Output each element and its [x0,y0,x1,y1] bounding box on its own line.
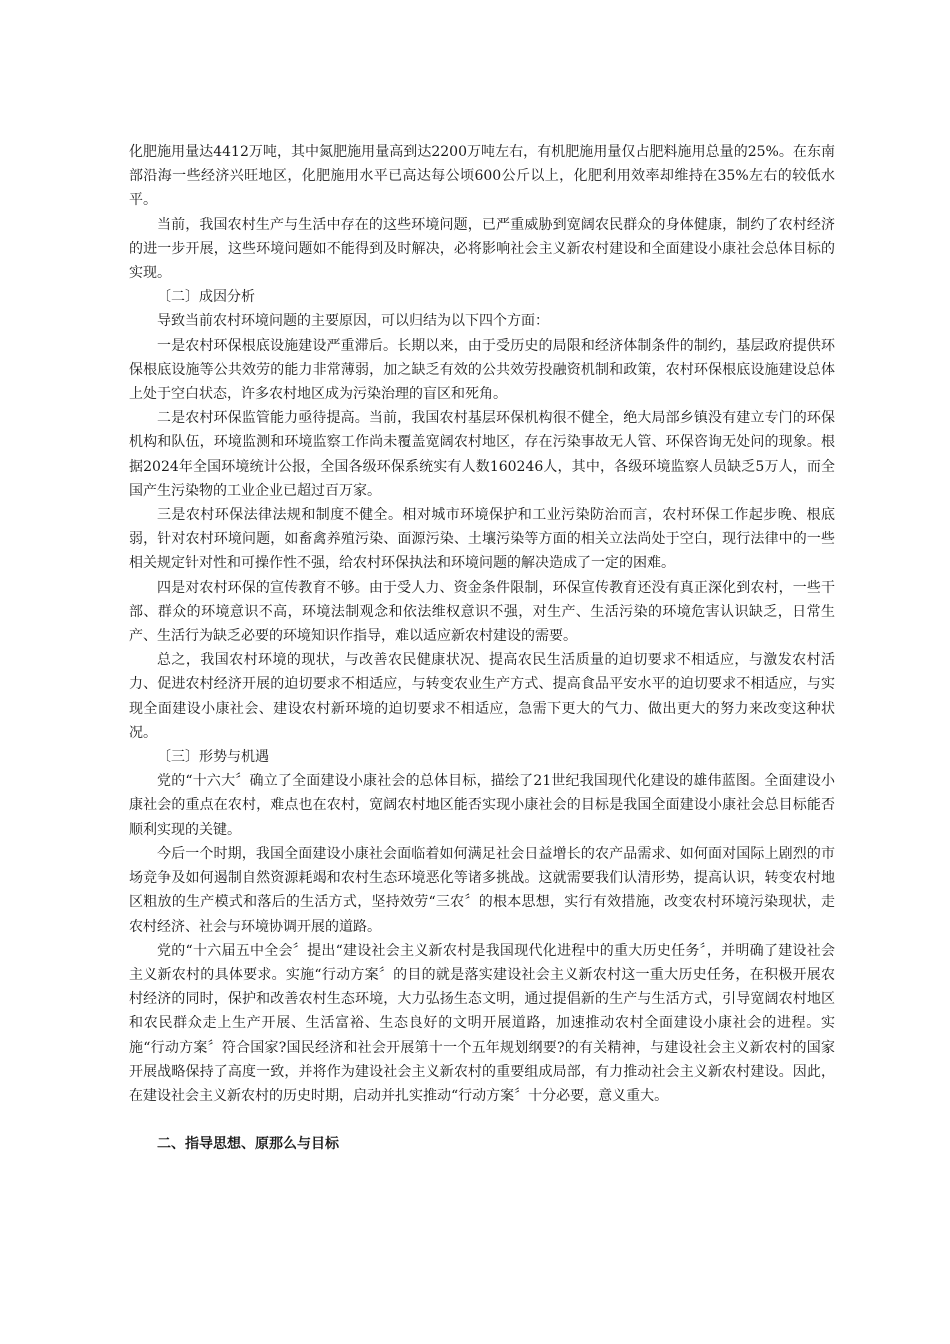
paragraph-fertilizer-stats: 化肥施用量达4412万吨，其中氮肥施用量高到达2200万吨左右，有机肥施用量仅占肥料施用总量的25%。在东南部沿海一些经济兴旺地区，化肥施用水平已高达每公顷600公斤以上，化肥利用效率却维持在35%左右的较低水平。 [129,144,835,209]
paragraph-cause-supervision: 二是农村环保监管能力亟待提高。当前，我国农村基层环保机构很不健全，绝大局部乡镇没有建立专门的环保机构和队伍，环境监测和环境监察工作尚未覆盖宽阔农村地区，存在污染事故无人管、环保咨询无处问的现象。根据2024年全国环境统计公报，全国各级环保系统实有人数160246人，其中，各级环境监察人员缺乏5万人，而全国产生污染物的工业企业已超过百万家。 [129,410,835,499]
section-heading: 二、指导思想、原那么与目标 [157,1136,339,1153]
paragraph-cause-infrastructure: 一是农村环保根底设施建设严重滞后。长期以来，由于受历史的局限和经济体制条件的制约，基层政府提供环保根底设施等公共效劳的能力非常薄弱，加之缺乏有效的公共效劳投融资机制和政策，农村环保根底设施建设总体上处于空白状态，许多农村地区成为污染治理的盲区和死角。 [129,337,835,403]
paragraph-cause-education: 四是对农村环保的宣传教育不够。由于受人力、资金条件限制，环保宣传教育还没有真正深化到农村，一些干部、群众的环境意识不高，环境法制观念和依法维权意识不强，对生产、生活污染的环境危害认识缺乏，日常生产、生活行为缺乏必要的环境知识作指导，难以适应新农村建设的需要。 [129,579,835,645]
subheading-cause-analysis: 〔二〕成因分析 [157,289,255,306]
paragraph-summary: 总之，我国农村环境的现状，与改善农民健康状况、提高农民生活质量的迫切要求不相适应，与激发农村活力、促进农村经济开展的迫切要求不相适应，与转变农业生产方式、提高食品平安水平的迫切要求不相适应，与实现全面建设小康社会、建设农村新环境的迫切要求不相适应，急需下更大的气力、做出更大的努力来改变这种状况。 [129,652,835,741]
paragraph-spacer [129,1108,835,1132]
paragraph-action-plan: 党的“十六届五中全会〞提出“建设社会主义新农村是我国现代化进程中的重大历史任务〞，并明确了建设社会主义新农村的具体要求。实施“行动方案〞的目的就是落实建设社会主义新农村这一重大历史任务，在积极开展农村经济的同时，保护和改善农村生态环境，大力弘扬生态文明，通过提倡新的生产与生活方式，引导宽阔农村地区和农民群众走上生产开展、生活富裕、生态良好的文明开展道路，加速推动农村全面建设小康社会的进程。实施“行动方案〞符合国家?国民经济和社会开展第十一个五年规划纲要?的有关精神，与建设社会主义新农村的国家开展战略保持了高度一致，并将作为建设社会主义新农村的重要组成局部，有力推动社会主义新农村建设。因此，在建设社会主义新农村的历史时期，启动并扎实推动“行动方案〞十分必要，意义重大。 [129,942,835,1104]
paragraph-environment-threat: 当前，我国农村生产与生活中存在的这些环境问题，已严重威胁到宽阔农民群众的身体健康，制约了农村经济的进一步开展，这些环境问题如不能得到及时解决，必将影响社会主义新农村建设和全面建设小康社会总体目标的实现。 [129,216,835,282]
paragraph-challenges: 今后一个时期，我国全面建设小康社会面临着如何满足社会日益增长的农产品需求、如何面对国际上剧烈的市场竞争及如何遏制自然资源耗竭和农村生态环境恶化等诸多挑战。这就需要我们认清形势，提高认识，转变农村地区粗放的生产模式和落后的生活方式，坚持效劳“三农〞的根本思想，实行有效措施，改变农村环境污染现状，走农村经济、社会与环境协调开展的道路。 [129,845,835,935]
paragraph-causes-intro: 导致当前农村环境问题的主要原因，可以归结为以下四个方面： [157,313,549,330]
paragraph-cause-legislation: 三是农村环保法律法规和制度不健全。相对城市环境保护和工业污染防治而言，农村环保工作起步晚、根底弱，针对农村环境问题，如畜禽养殖污染、面源污染、土壤污染等方面的相关立法尚处于空白，现行法律中的一些相关规定针对性和可操作性不强，给农村环保执法和环境问题的解决造成了一定的困难。 [129,507,835,572]
document-body [129,140,835,1156]
paragraph-sixteenth-congress: 党的“十六大〞确立了全面建设小康社会的总体目标，描绘了21世纪我国现代化建设的雄伟蓝图。全面建设小康社会的重点在农村，难点也在农村，宽阔农村地区能否实现小康社会的目标是我国全面建设小康社会总目标能否顺利实现的关键。 [129,773,835,838]
subheading-situation-opportunity: 〔三〕形势与机遇 [157,749,269,766]
